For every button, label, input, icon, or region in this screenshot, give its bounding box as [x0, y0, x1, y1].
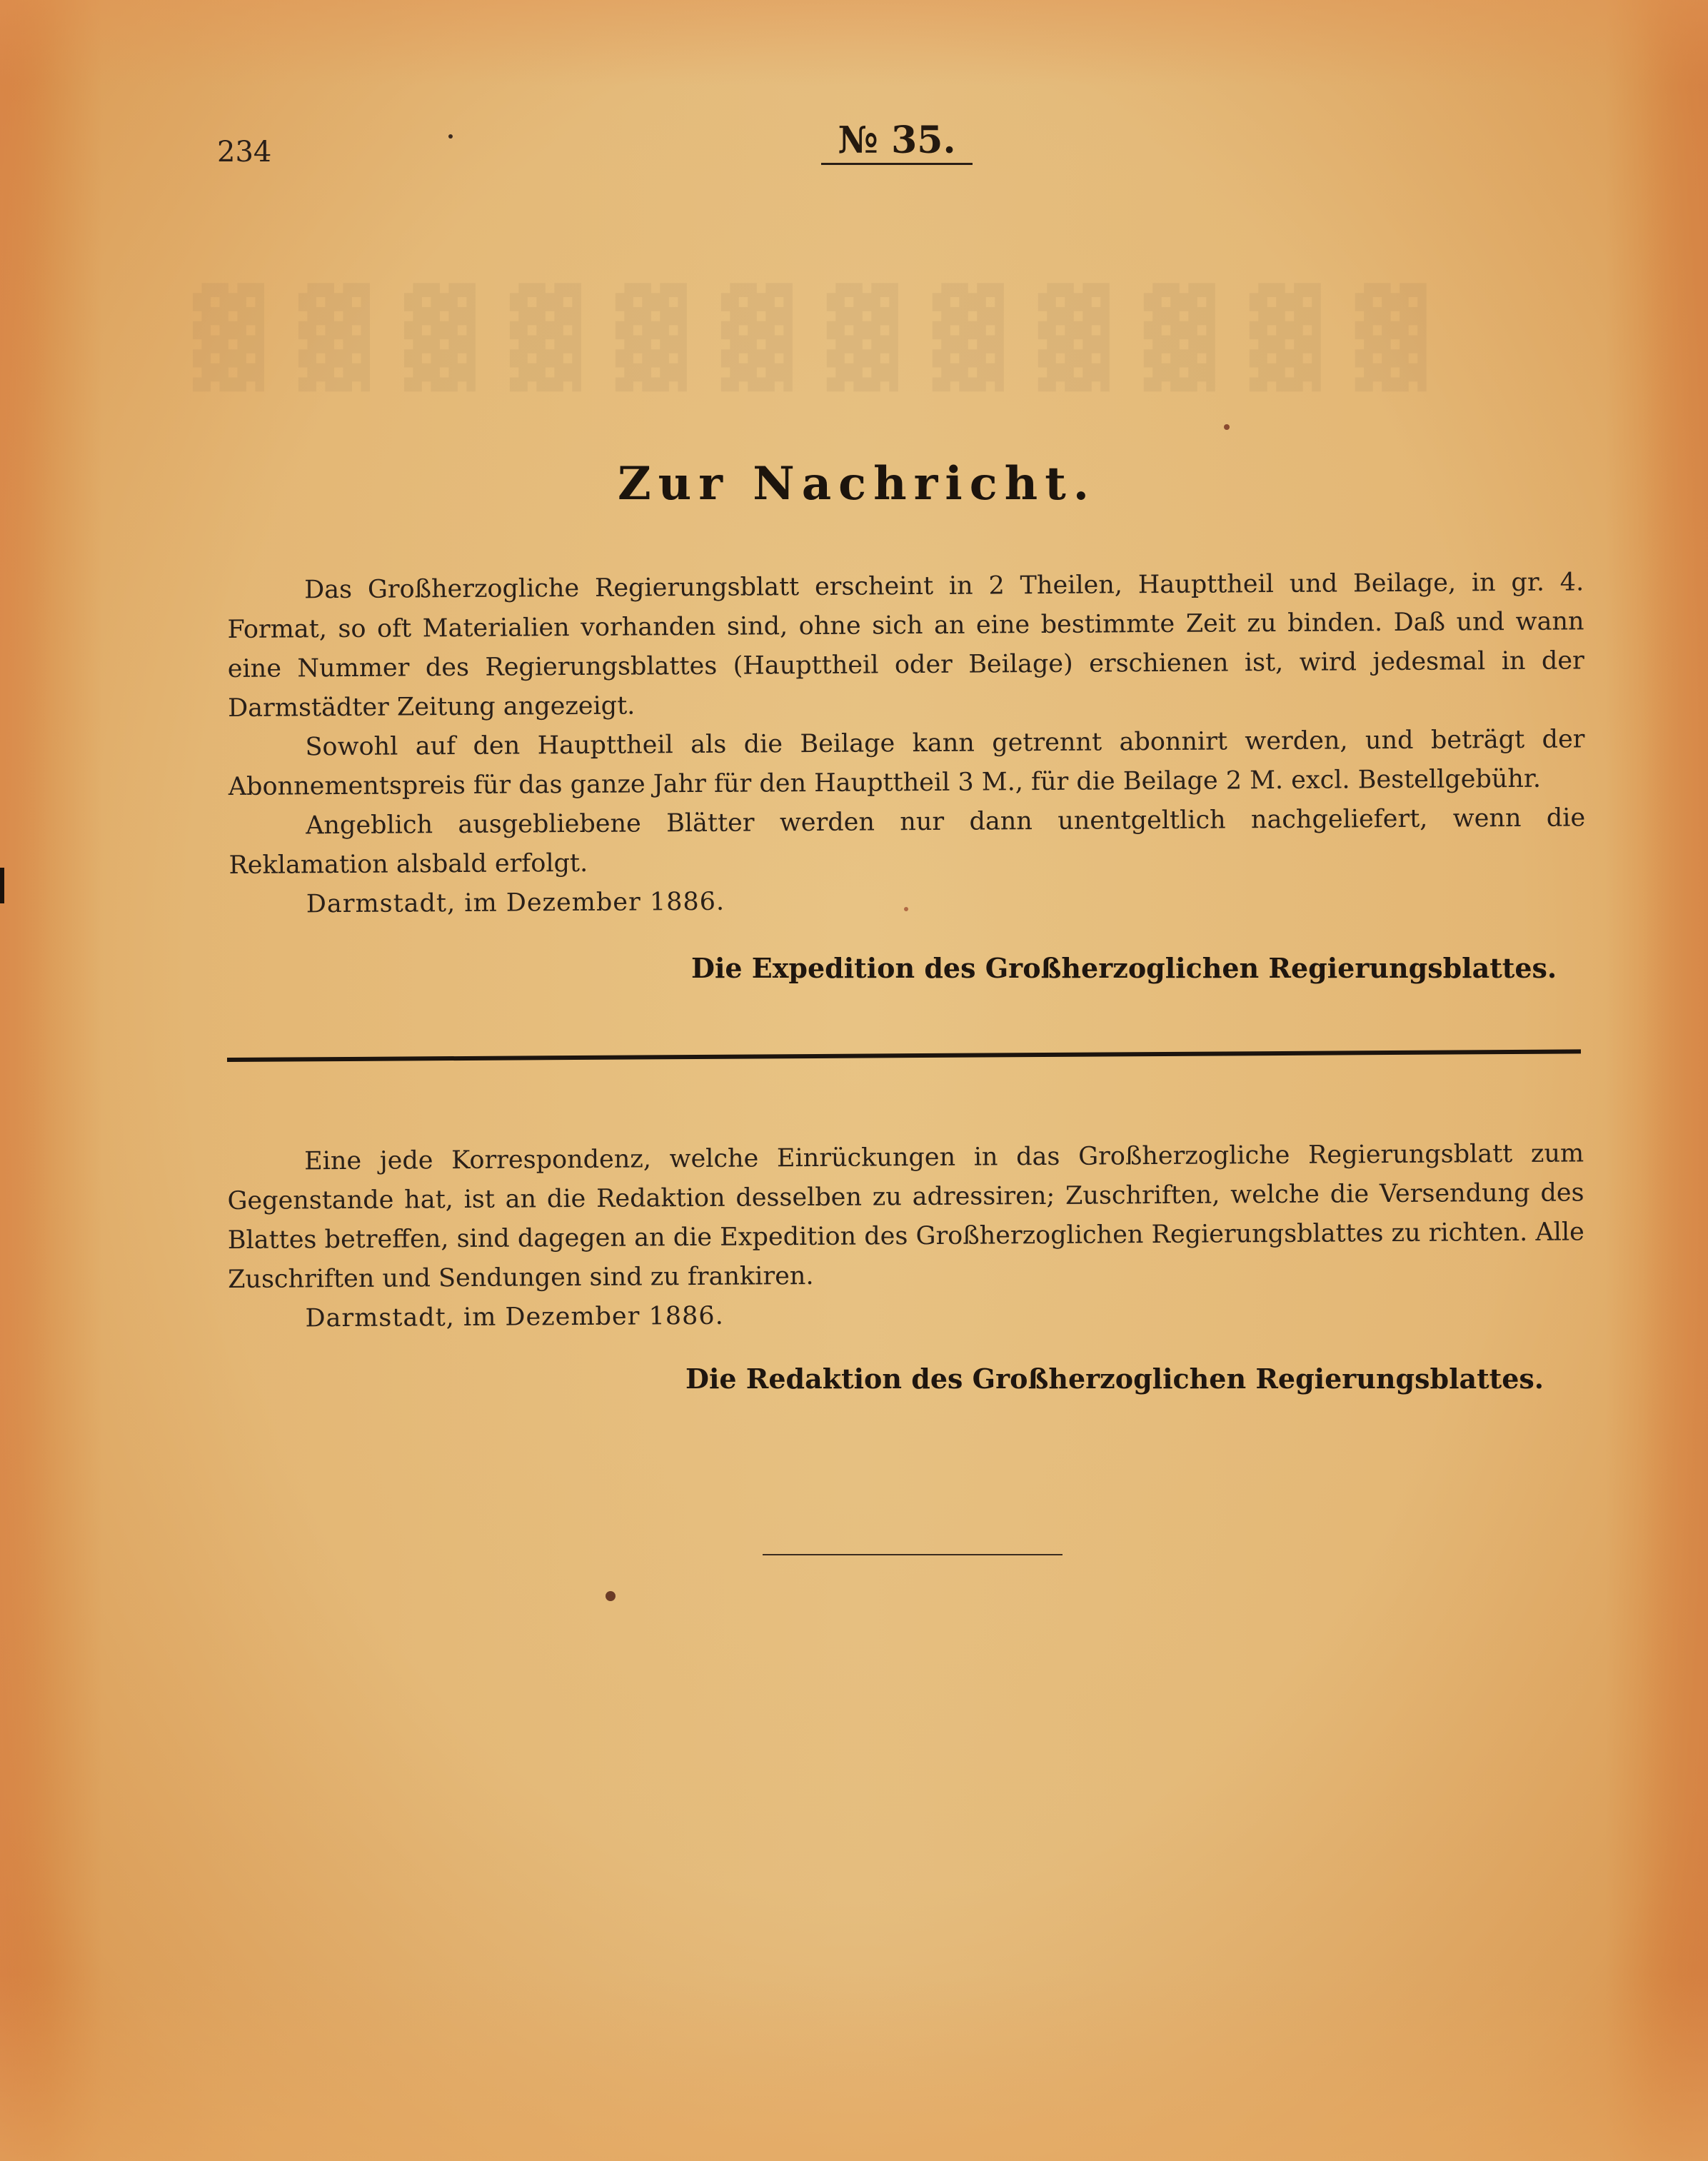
ink-spot	[448, 134, 453, 139]
notice-paragraph: Das Großherzogliche Regierungsblatt erscheint in 2 Theilen, Haupttheil und Beilage, in gr. 4. Format, so oft Materialien vorhanden sind, ohne sich an eine bestimmte Zeit zu binden. Daß und wann eine Nummer des Regierungsblattes (Haupttheil oder Beilage) erschienen ist, wird jedesmal in der Darmstädter Zeitung angezeigt.	[227, 568, 1584, 723]
issue-number: № 35.	[838, 119, 956, 162]
page-number: 234	[217, 136, 272, 169]
date-line: Darmstadt, im Dezember 1886.	[305, 1301, 724, 1333]
ink-spot	[904, 907, 908, 911]
notice-paragraph: Angeblich ausgebliebene Blätter werden nur dann unentgeltlich nachgeliefert, wenn die Reklamation alsbald erfolgt.	[228, 803, 1586, 880]
paper-edge-stain-top	[0, 0, 1708, 86]
bleed-through-masthead: ▓▓▓▓▓▓▓▓▓▓▓▓	[193, 282, 1461, 391]
section-divider-rule	[227, 1049, 1581, 1062]
notice-heading: Zur Nachricht.	[617, 457, 1097, 511]
binding-mark	[0, 868, 4, 903]
ink-spot	[606, 1591, 616, 1601]
paper-edge-stain-right	[1644, 0, 1708, 2161]
closing-rule	[763, 1554, 1063, 1555]
issue-number-underline	[821, 163, 973, 165]
subscription-notice	[227, 563, 1586, 925]
paper-edge-stain-bottom	[0, 1975, 1708, 2161]
paper-edge-stain-left	[0, 0, 50, 2161]
ink-spot	[1224, 424, 1230, 430]
signature-expedition: Die Expedition des Großherzoglichen Regierungsblattes.	[691, 952, 1557, 984]
signature-redaktion: Die Redaktion des Großherzoglichen Regierungsblattes.	[685, 1363, 1544, 1395]
correspondence-notice	[227, 1134, 1585, 1339]
notice-paragraph: Sowohl auf den Haupttheil als die Beilage kann getrennt abonnirt werden, und beträgt der Abonnementspreis für das ganze Jahr für den Haupttheil 3 M., für die Beilage 2 M. excl. Bestellgebühr.	[228, 725, 1585, 801]
date-line: Darmstadt, im Dezember 1886.	[306, 887, 725, 919]
notice-paragraph: Eine jede Korrespondenz, welche Einrückungen in das Großherzogliche Regierungsblatt zum Gegenstande hat, ist an die Redaktion desselben zu adressiren; Zuschriften, welche die Versendung des Blattes betreffen, sind dagegen an die Expedition des Großherzoglichen Regierungsblattes zu richten. Alle Zuschriften und Sendungen sind zu frankiren.	[227, 1139, 1584, 1294]
